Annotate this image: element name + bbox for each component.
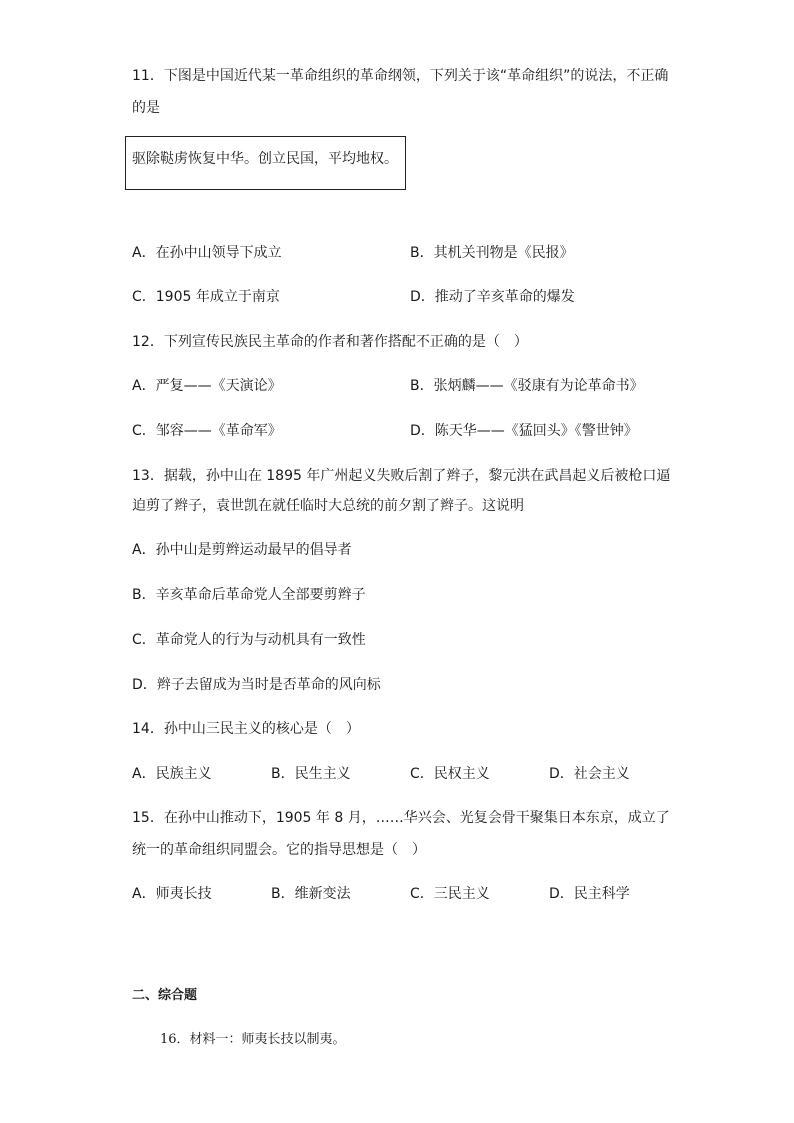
q15-stem-line2: 统一的革命组织同盟会。它的指导思想是（ ） xyxy=(132,842,426,858)
q13-stem-line2: 迫剪了辫子，袁世凯在就任临时大总统的前夕割了辫子。这说明 xyxy=(132,498,524,514)
q14-stem: 14．孙中山三民主义的核心是（ ） xyxy=(132,721,360,737)
q13-option-c: C．革命党人的行为与动机具有一致性 xyxy=(132,632,366,648)
q14-option-c: C．民权主义 xyxy=(410,766,490,782)
q13-option-a: A．孙中山是剪辫运动最早的倡导者 xyxy=(132,542,352,558)
q11-stem-line1: 11．下图是中国近代某一革命组织的革命纲领，下列关于该“革命组织”的说法，不正确 xyxy=(132,68,669,84)
q14-option-d: D．社会主义 xyxy=(549,766,630,782)
q11-option-d: D．推动了辛亥革命的爆发 xyxy=(410,289,575,305)
q14-option-a: A．民族主义 xyxy=(132,766,212,782)
q15-option-b: B．维新变法 xyxy=(271,886,351,902)
q15-option-a: A．师夷长技 xyxy=(132,886,212,902)
q11-option-a: A．在孙中山领导下成立 xyxy=(132,245,282,261)
q14-option-b: B．民生主义 xyxy=(271,766,351,782)
q13-option-b: B．辛亥革命后革命党人全部要剪辫子 xyxy=(132,587,366,603)
q15-stem-line1: 15．在孙中山推动下，1905 年 8 月，……华兴会、光复会骨干聚集日本东京，成立了 xyxy=(132,810,670,826)
q11-option-c: C．1905 年成立于南京 xyxy=(132,289,280,305)
q11-program-text: 驱除鞑虏恢复中华。创立民国，平均地权。 xyxy=(132,151,398,167)
q12-option-d: D．陈天华——《猛回头》《警世钟》 xyxy=(410,423,638,439)
q15-option-d: D．民主科学 xyxy=(549,886,630,902)
q13-option-d: D．辫子去留成为当时是否革命的风向标 xyxy=(132,677,381,693)
q12-stem: 12．下列宣传民族民主革命的作者和著作搭配不正确的是（ ） xyxy=(132,334,528,350)
q12-option-c: C．邹容——《革命军》 xyxy=(132,423,282,439)
q11-program-box xyxy=(125,136,406,190)
q12-option-a: A．严复——《天演论》 xyxy=(132,378,282,394)
q11-stem-line2: 的是 xyxy=(132,100,160,116)
section-title: 二、综合题 xyxy=(132,988,198,1003)
q16-material-1: 16．材料一：师夷长技以制夷。 xyxy=(160,1032,346,1047)
q11-option-b: B．其机关刊物是《民报》 xyxy=(410,245,574,261)
q13-stem-line1: 13．据载，孙中山在 1895 年广州起义失败后割了辫子，黎元洪在武昌起义后被枪口逼 xyxy=(132,468,671,484)
q15-option-c: C．三民主义 xyxy=(410,886,490,902)
q12-option-b: B．张炳麟——《驳康有为论革命书》 xyxy=(410,378,644,394)
